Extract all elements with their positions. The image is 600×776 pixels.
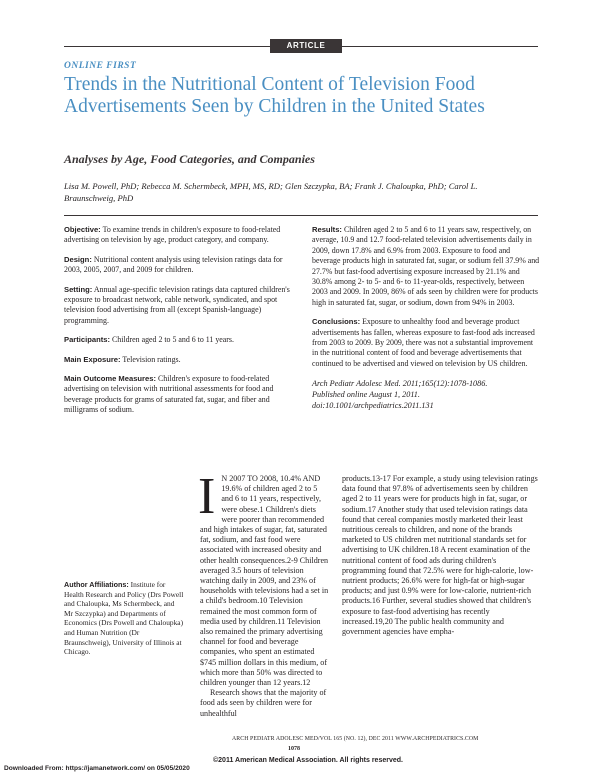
abstract-participants: Participants: Children aged 2 to 5 and 6 to 11 years.: [64, 335, 234, 345]
abstract-main-exposure: Main Exposure: Television ratings.: [64, 354, 181, 364]
citation-journal: Arch Pediatr Adolesc Med. 2011;165(12):1078-1086.: [312, 379, 488, 389]
abstract-conclusions: Conclusions: Exposure to unhealthy food and beverage product advertisements has fallen, whereas exposure to fast-food ads increased from 2003 to 2009. By 2009, there was not a substantial improvement in the nutritional content of food and beverage advertisements that continued to be advertised and viewed on television by US children.: [312, 317, 535, 368]
abstract-left-column: [64, 225, 292, 425]
body-column-1: [198, 468, 330, 719]
article-title: Trends in the Nutritional Content of Television Food Advertisements Seen by Children in the United States: [64, 74, 485, 117]
header-rule-right: [342, 46, 538, 47]
section-tag: ARTICLE: [270, 39, 342, 53]
body-paragraph-2: Research shows that the majority of food ads seen by children were for unhealthful: [200, 688, 327, 718]
body-paragraph-1: I N 2007 TO 2008, 10.4% AND 19.6% of children aged 2 to 5 and 6 to 11 years, respectively, were obese.1 Children's diets were poorer than recommended and high intakes of sugar, fat, saturated fat, sodium, and fast food were associated with increased obesity and other health consequences.2-9 Children averaged 3.5 hours of television watching daily in 2009, and 23% of households with televisions had a set in a child's bedroom.10 Television remained the most common form of media used by children.11 Television also remained the primary advertising channel for food and beverage companies, who spent an estimated $745 million dollars in this medium, of which more than 50% was directed to children younger than 12 years.12: [198, 468, 329, 688]
abstract-outcome-measures: Main Outcome Measures: Children's exposure to food-related advertising on television with nutritional assessments for food and beverage products for grams of saturated fat, sugar, and fiber and milligrams of sodium.: [64, 374, 274, 415]
citation-block: [312, 378, 540, 411]
drop-cap: I: [198, 468, 216, 525]
page-number: 1078: [288, 746, 300, 752]
journal-footer-line: ARCH PEDIATR ADOLESC MED/VOL 165 (NO. 12), DEC 2011 WWW.ARCHPEDIATRICS.COM: [232, 736, 479, 742]
header-rule-left: [64, 46, 270, 47]
abstract-right-column: [312, 225, 540, 411]
abstract-design: Design: Nutritional content analysis using television ratings data for 2003, 2005, 2007, and 2009 for children.: [64, 254, 283, 275]
body-column-2: [342, 474, 538, 637]
online-first-label: ONLINE FIRST: [64, 61, 137, 71]
citation-published: Published online August 1, 2011.: [312, 390, 420, 400]
author-affiliations: Author Affiliations: Institute for Health Research and Policy (Drs Powell and Chaloupka, Ms Schermbeck, and Mr Szczypka) and Departments of Economics (Drs Powell and Chaloupka) and Human Nutrition (Dr Braunschweig), University of Illinois at Chicago.: [64, 580, 184, 657]
abstract-setting: Setting: Annual age-specific television ratings data captured children's exposure to broadcast network, cable network, syndicated, and spot television food advertising from all (except Spanish-language) programming.: [64, 284, 290, 325]
abstract-results: Results: Children aged 2 to 5 and 6 to 11 years saw, respectively, on average, 10.9 and 12.7 food-related television advertisements daily in 2009, down 17.8% and 6.9% from 2003. Exposure to food and beverage products high in saturated fat, sugar, or sodium fell 37.9% and 27.7% but fast-food advertising exposure increased by 21.1% and 30.8% among 2- to 5- and 6- to 11-year-olds, respectively, between 2003 and 2009. In 2009, 86% of ads seen by children were for products high in saturated fat, sugar, or sodium, down from 94% in 2003.: [312, 225, 540, 307]
article-subtitle: Analyses by Age, Food Categories, and Companies: [64, 152, 315, 166]
copyright-notice: ©2011 American Medical Association. All rights reserved.: [213, 757, 403, 764]
author-list: Lisa M. Powell, PhD; Rebecca M. Schermbeck, MPH, MS, RD; Glen Szczypka, BA; Frank J. Chaloupka, PhD; Carol L. Braunschweig, PhD: [64, 181, 478, 203]
abstract-objective: Objective: To examine trends in children's exposure to food-related advertising on television by age, product category, and company.: [64, 225, 281, 245]
body-paragraph-3: products.13-17 For example, a study using television ratings data found that 97.8% of advertisements seen by children aged 2 to 11 years were for products high in fat, sugar, or sodium.17 Another study that used television ratings data found that cereal companies mostly marketed their least nutritious cereals to children, and none of the brands marketed to US children met nutritional standards set for advertising to UK children.18 A recent examination of the nutritional content of food ads during children's programming found that 72.5% were for high-calorie, low-nutrient products; 26.6% were for high-fat or high-sugar products; and just 0.9% were for low-calorie, nutrient-rich products.16 Further, several studies showed that children's exposure to fast-food advertising has recently increased.19,20 The public health community and government agencies have empha-: [342, 474, 538, 637]
download-stamp: Downloaded From: https://jamanetwork.com/ on 05/05/2020: [4, 765, 190, 772]
citation-doi: doi:10.1001/archpediatrics.2011.131: [312, 401, 434, 411]
abstract-top-rule: [64, 215, 538, 216]
